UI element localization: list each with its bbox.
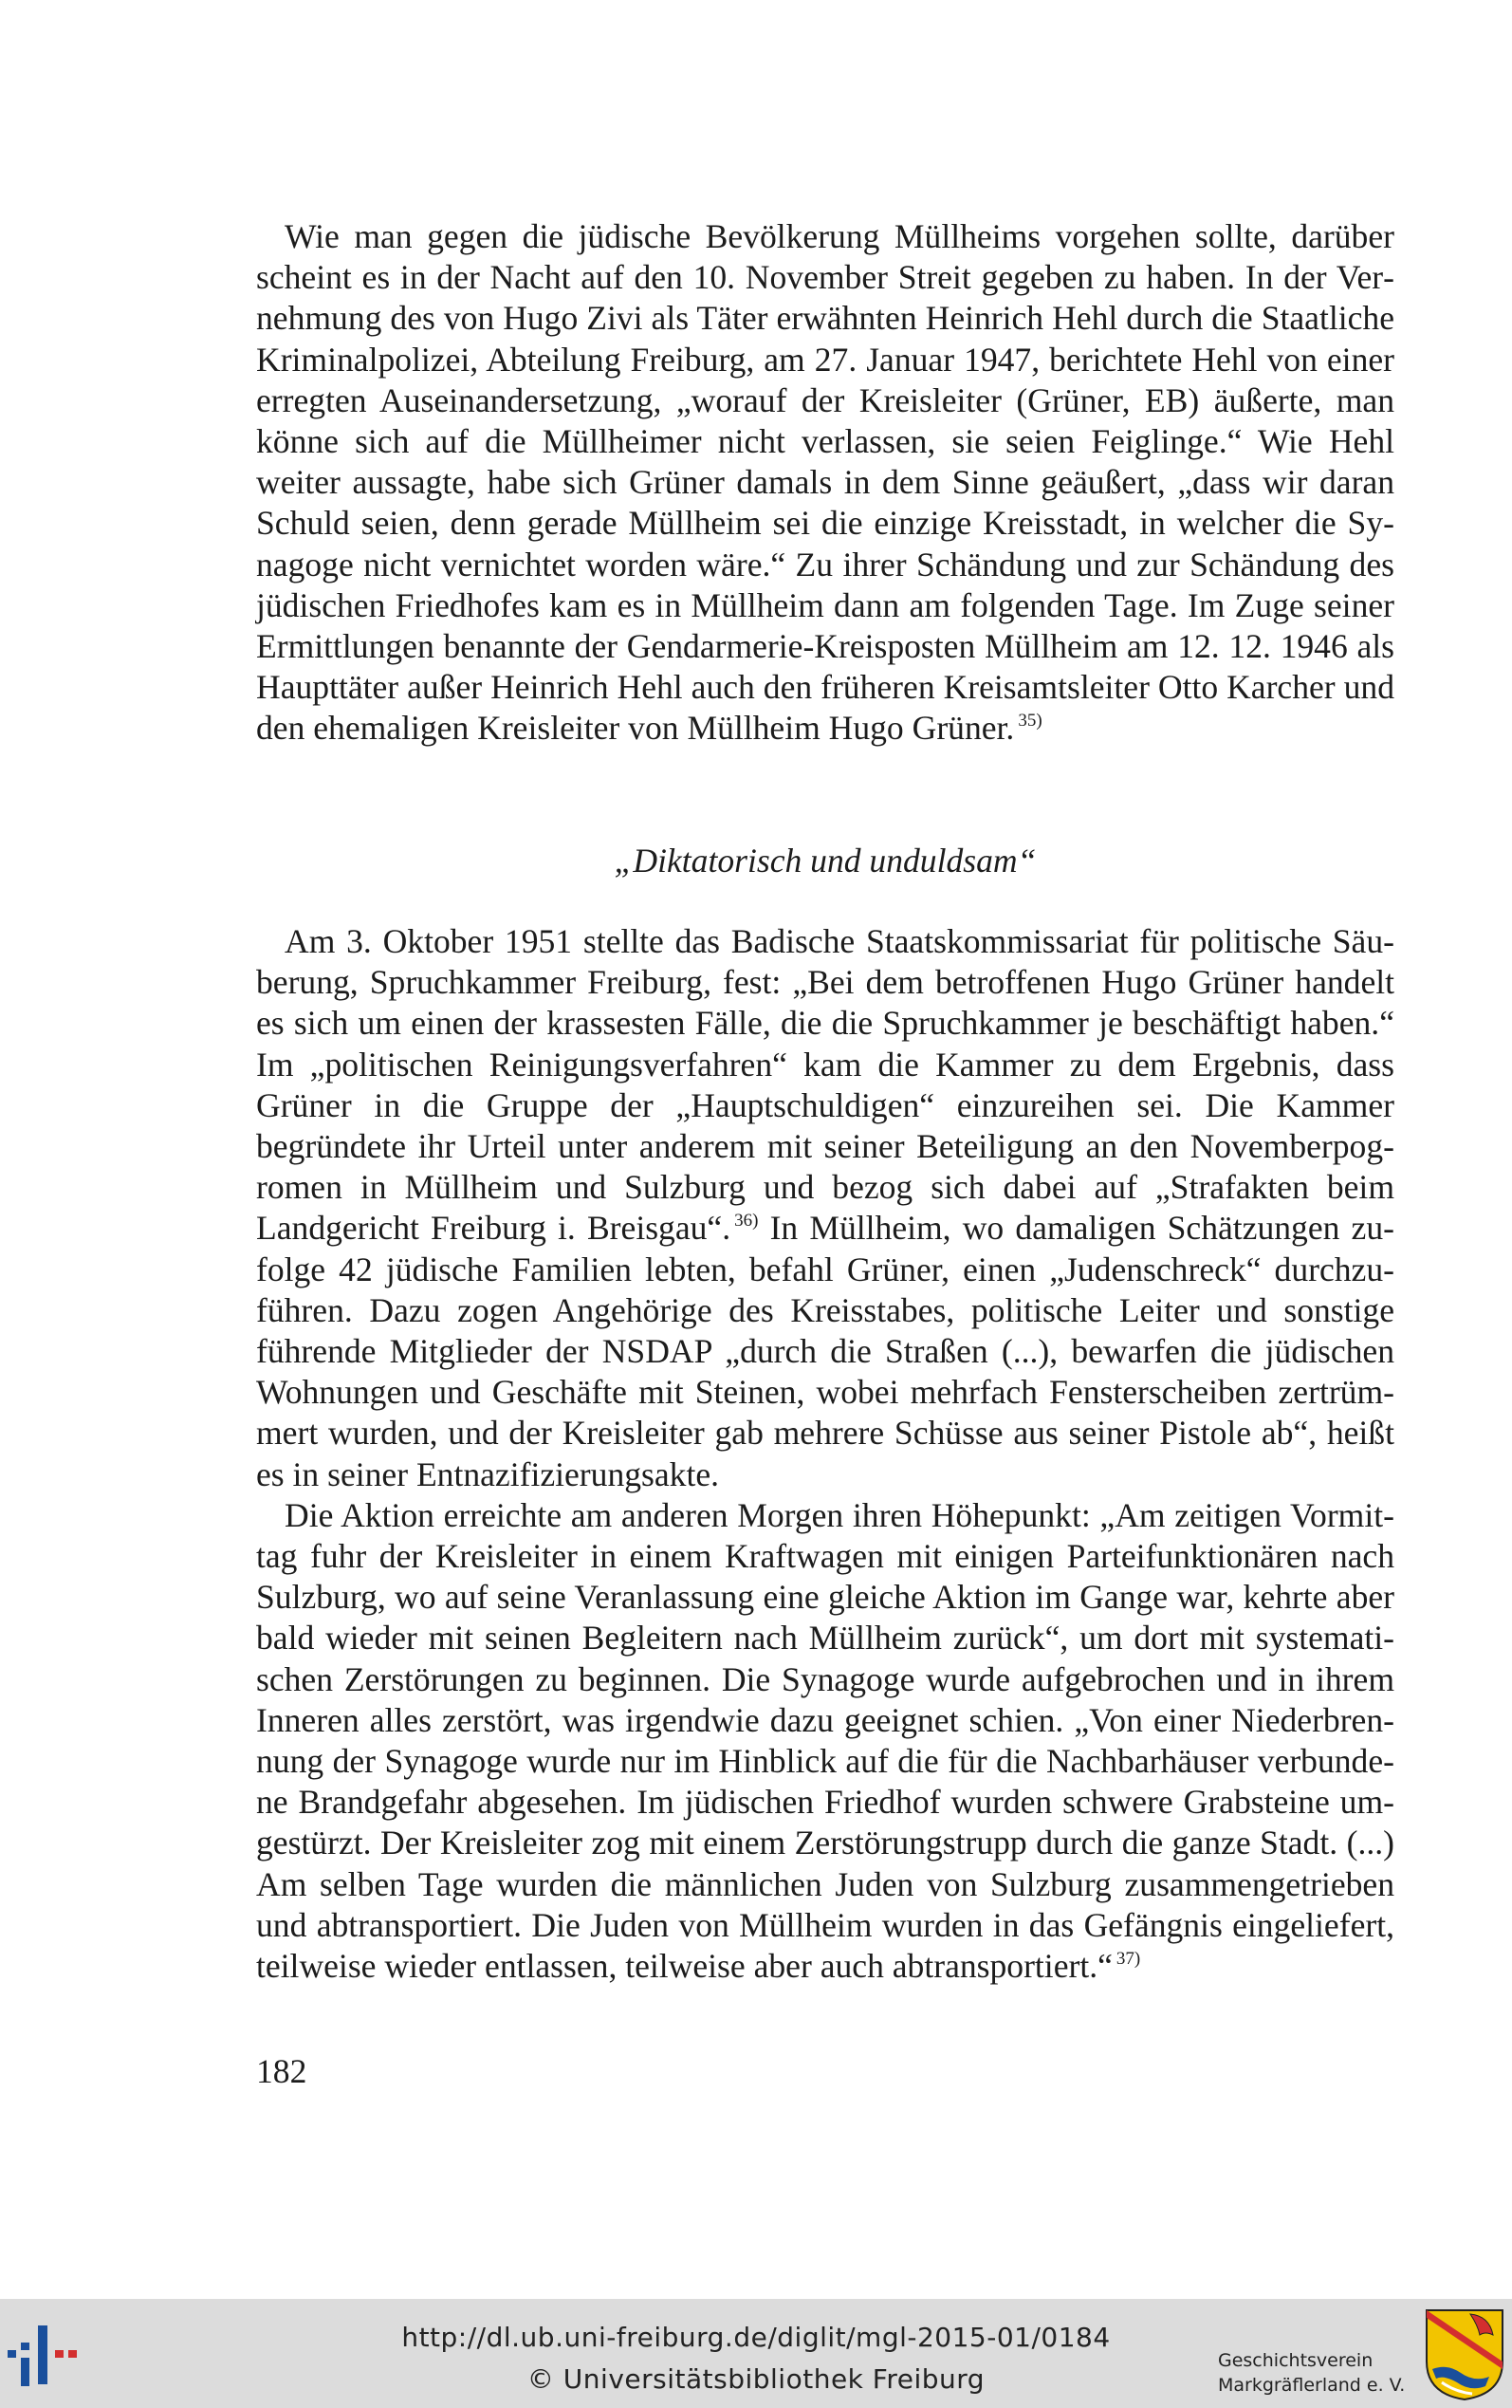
footer-copyright: © Universitätsbibliothek Freiburg [526,2363,986,2395]
footnote-ref-37: 37) [1116,1948,1141,1969]
footnote-ref-35: 35) [1018,711,1042,732]
verein-name [1218,2348,1405,2398]
section-heading: „Diktatorisch und unduldsam“ [614,842,1037,880]
footer-url[interactable]: http://dl.ub.uni-freiburg.de/diglit/mgl-2015-01/0184 [401,2322,1111,2353]
section-body [256,921,1394,1987]
paragraph-3-text: Die Aktion erreichte am anderen Morgen ihren Höhepunkt: „Am zeitigen Vormittag fuhr der Kreisleiter in einem Kraftwagen mit einigen Parteifunktionären nach Sulzburg, wo auf seine Veranlassung eine gleiche Aktion im Gange war, kehrte aber bald wieder mit seinen Begleitern nach Müllheim zurück“, um dort mit systematischen Zerstörungen zu beginnen. Die Synagoge wurde aufgebrochen und in ihrem Inneren alles zerstört, was irgendwie dazu geeignet schien. „Von einer Niederbrennung der Synagoge wurde nur im Hinblick auf die für die Nachbarhäuser verbundene Brandgefahr abgesehen. Im jüdischen Friedhof wurden schwere Grabsteine umgestürzt. Der Kreisleiter zog mit einem Zerstörungstrupp durch die ganze Stadt. (...) Am selben Tage wurden die männlichen Juden von Sulzburg zusammengetrieben und abtransportiert. Die Juden von Müllheim wurden in das Gefängnis eingeliefert, teilweise wieder entlassen, teilweise aber auch abtransportiert.“ [256,1495,1394,1986]
paragraph-1 [256,216,1394,750]
paragraph-2 [256,921,1394,1495]
page-number: 182 [256,2052,307,2090]
paragraph-3 [256,1495,1394,1987]
verein-line-2: Markgräflerland e. V. [1218,2375,1406,2396]
paragraph-2a-text: Am 3. Oktober 1951 stellte das Badische Staatskommissariat für politische Säuberung, Spruchkammer Freiburg, fest: „Bei dem betroffenen Hugo Grüner handelt es sich um einen der krassesten Fälle, die die Spruchkammer je beschäftigt haben.“ Im „politischen Reinigungsverfahren“ kam die Kammer zu dem Ergebnis, dass Grüner in die Gruppe der „Hauptschuldigen“ einzureihen sei. Die Kammer begründete ihr Urteil unter anderem mit seiner Beteiligung an den Novemberpogromen in Müllheim und Sulzburg und bezog sich dabei auf „Strafakten beim Landgericht Freiburg i. Breisgau“. [256,922,1394,1248]
paragraph-1-text: Wie man gegen die jüdische Bevölkerung Müllheims vorgehen sollte, darüber scheint es in der Nacht auf den 10. November Streit gegeben zu haben. In der Vernehmung des von Hugo Zivi als Täter erwähnten Heinrich Hehl durch die Staatliche Kriminalpolizei, Abteilung Freiburg, am 27. Januar 1947, berichtete Hehl von einer erregten Auseinandersetzung, „worauf der Kreisleiter (Grüner, EB) äußerte, man könne sich auf die Müllheimer nicht verlassen, sie seien Feiglinge.“ Wie Hehl weiter aussagte, habe sich Grüner damals in dem Sinne geäußert, „dass wir daran Schuld seien, denn gerade Müllheim sei die einzige Kreisstadt, in welcher die Synagoge nicht vernichtet worden wäre.“ Zu ihrer Schändung und zur Schändung des jüdischen Friedhofes kam es in Müllheim dann am folgenden Tage. Im Zuge seiner Ermittlungen benannte der Gendarmerie-Kreisposten Müllheim am 12. 12. 1946 als Haupttäter außer Heinrich Hehl auch den früheren Kreisamtsleiter Otto Karcher und den ehemaligen Kreisleiter von Müllheim Hugo Grüner. [256,217,1394,748]
paragraph-2b-text: In Müllheim, wo damaligen Schätzungen zufolge 42 jüdische Familien lebten, befahl Grüner, einen „Judenschreck“ durchzuführen. Dazu zogen Angehörige des Kreisstabes, politische Leiter und sonstige führende Mitglieder der NSDAP „durch die Straßen (...), bewarfen die jüdischen Wohnungen und Geschäfte mit Steinen, wobei mehrfach Fensterscheiben zertrümmert wurden, und der Kreisleiter gab mehrere Schüsse aus seiner Pistole ab“, heißt es in seiner Entnazifizierungsakte. [256,1209,1394,1493]
verein-coat-of-arms-icon [1423,2306,1506,2401]
footnote-ref-36: 36) [734,1211,759,1232]
footer-bar [0,2299,1512,2408]
verein-line-1: Geschichtsverein [1218,2350,1374,2371]
